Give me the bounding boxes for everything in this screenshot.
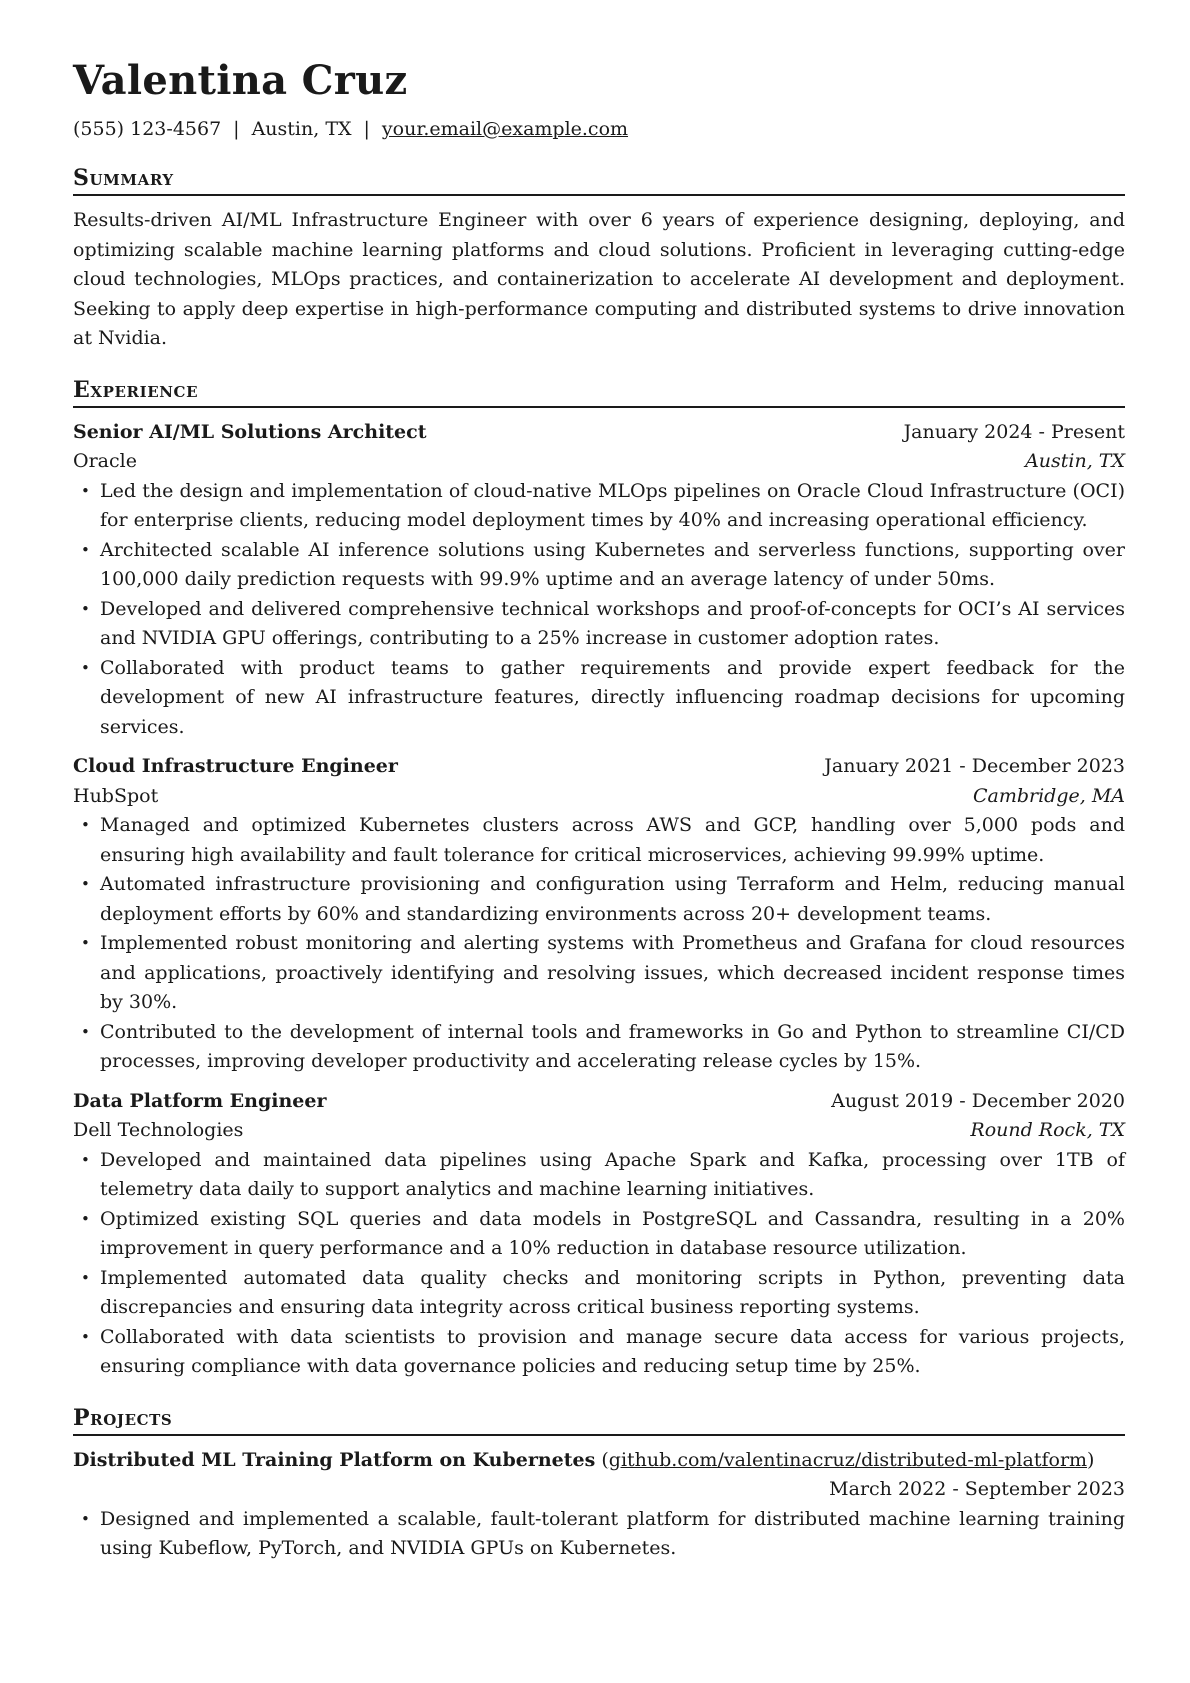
contact-separator: | bbox=[363, 118, 370, 140]
bullet-text: Developed and delivered comprehensive technical workshops and proof-of-concepts for OCI’s AI services and NVIDIA GPU offerings, contributing to a 25% increase in customer adoption rates. bbox=[100, 597, 1125, 649]
bullet-dot-icon: • bbox=[81, 599, 90, 618]
job-entry bbox=[73, 1087, 1125, 1382]
bullet-item bbox=[73, 1264, 1125, 1323]
experience-list bbox=[73, 418, 1125, 1382]
bullet-dot-icon: • bbox=[81, 1022, 90, 1041]
company-name: Dell Technologies bbox=[73, 1119, 244, 1141]
bullet-list bbox=[73, 477, 1125, 743]
bullet-dot-icon: • bbox=[81, 1209, 90, 1228]
job-title-row bbox=[73, 418, 1125, 448]
bullet-dot-icon: • bbox=[81, 875, 90, 893]
bullet-text: Contributed to the development of internal tools and frameworks in Go and Python to streamline CI/CD processes, improving developer productivity and accelerating release cycles by 15%. bbox=[100, 1020, 1125, 1072]
bullet-text: Implemented robust monitoring and alerting systems with Prometheus and Grafana for cloud resources and applications, proactively identifying and resolving issues, which decreased incident response times by 30%. bbox=[100, 932, 1125, 1013]
contact-line bbox=[73, 116, 1125, 142]
bullet-text: Optimized existing SQL queries and data models in PostgreSQL and Cassandra, resulting in a 20% improvement in query performance and a 10% reduction in database resource utilization. bbox=[100, 1207, 1125, 1259]
bullet-text: Collaborated with product teams to gather requirements and provide expert feedback for the development of new AI infrastructure features, directly influencing roadmap decisions for upcoming services. bbox=[100, 656, 1125, 738]
project-link[interactable]: github.com/valentinacruz/distributed-ml-platform bbox=[608, 1448, 1088, 1471]
bullet-item bbox=[73, 811, 1125, 870]
project-link-open: ( bbox=[595, 1448, 609, 1471]
job-dates: August 2019 - December 2020 bbox=[831, 1089, 1125, 1112]
bullet-dot-icon: • bbox=[81, 1509, 90, 1528]
job-title: Data Platform Engineer bbox=[73, 1089, 327, 1112]
bullet-dot-icon: • bbox=[81, 1150, 90, 1169]
job-dates: January 2021 - December 2023 bbox=[824, 755, 1125, 777]
project-title: Distributed ML Training Platform on Kubernetes bbox=[73, 1448, 596, 1471]
bullet-dot-icon: • bbox=[81, 1327, 90, 1346]
bullet-item bbox=[73, 595, 1125, 654]
bullet-list bbox=[73, 1505, 1125, 1564]
project-link-close: ) bbox=[1087, 1448, 1095, 1471]
job-entry bbox=[73, 752, 1125, 1077]
job-location: Round Rock, TX bbox=[970, 1119, 1125, 1141]
bullet-item bbox=[73, 1323, 1125, 1382]
bullet-text: Developed and maintained data pipelines using Apache Spark and Kafka, processing over 1TB of telemetry data daily to support analytics and machine learning initiatives. bbox=[100, 1148, 1125, 1200]
bullet-item bbox=[73, 1018, 1125, 1077]
bullet-dot-icon: • bbox=[81, 540, 90, 559]
bullet-item bbox=[73, 654, 1125, 743]
bullet-dot-icon: • bbox=[81, 1268, 90, 1287]
bullet-item bbox=[73, 536, 1125, 595]
company-name: Oracle bbox=[73, 450, 137, 472]
summary-heading: Summary bbox=[73, 164, 1125, 196]
bullet-text: Led the design and implementation of cloud-native MLOps pipelines on Oracle Cloud Infrastructure (OCI) for enterprise clients, reducing model deployment times by 40% and increasing operational efficiency. bbox=[100, 479, 1125, 531]
job-location: Austin, TX bbox=[1025, 450, 1125, 472]
phone-number: (555) 123-4567 bbox=[73, 118, 222, 140]
bullet-list bbox=[73, 1146, 1125, 1382]
job-company-row bbox=[73, 447, 1125, 477]
job-company-row bbox=[73, 782, 1125, 812]
project-dates: March 2022 - September 2023 bbox=[829, 1478, 1125, 1500]
bullet-dot-icon: • bbox=[81, 934, 90, 952]
bullet-item bbox=[73, 1505, 1125, 1564]
job-location: Cambridge, MA bbox=[972, 784, 1125, 807]
job-dates: January 2024 - Present bbox=[903, 420, 1125, 443]
bullet-item bbox=[73, 929, 1125, 1018]
projects-heading: Projects bbox=[73, 1404, 1125, 1436]
bullet-text: Implemented automated data quality checks and monitoring scripts in Python, preventing data discrepancies and ensuring data integrity across critical business reporting systems. bbox=[100, 1266, 1125, 1318]
bullet-item bbox=[73, 477, 1125, 536]
bullet-dot-icon: • bbox=[81, 481, 90, 500]
bullet-text: Automated infrastructure provisioning and configuration using Terraform and Helm, reducing manual deployment efforts by 60% and standardizing environments across 20+ development teams. bbox=[100, 873, 1125, 925]
job-title-row bbox=[73, 1087, 1125, 1117]
project-title-line bbox=[73, 1446, 1125, 1476]
company-name: HubSpot bbox=[73, 784, 159, 807]
bullet-text: Designed and implemented a scalable, fault-tolerant platform for distributed machine learning training using Kubeflow, PyTorch, and NVIDIA GPUs on Kubernetes. bbox=[100, 1507, 1125, 1559]
summary-text: Results-driven AI/ML Infrastructure Engineer with over 6 years of experience designing, deploying, and optimizing scalable machine learning platforms and cloud solutions. Proficient in leveraging cutting-edge cloud technologies, MLOps practices, and containerization to accelerate AI development and deployment. Seeking to apply deep expertise in high-performance computing and distributed systems to drive innovation at Nvidia. bbox=[73, 209, 1125, 349]
experience-heading: Experience bbox=[73, 376, 1125, 408]
job-title: Senior AI/ML Solutions Architect bbox=[73, 420, 427, 443]
job-company-row bbox=[73, 1116, 1125, 1146]
bullet-text: Architected scalable AI inference solutions using Kubernetes and serverless functions, supporting over 100,000 daily prediction requests with 99.9% uptime and an average latency of under 50ms. bbox=[100, 538, 1125, 590]
bullet-item bbox=[73, 1146, 1125, 1205]
job-title: Cloud Infrastructure Engineer bbox=[73, 755, 398, 777]
bullet-item bbox=[73, 870, 1125, 929]
bullet-dot-icon: • bbox=[81, 816, 90, 834]
candidate-name: Valentina Cruz bbox=[73, 57, 408, 104]
projects-list bbox=[73, 1446, 1125, 1564]
bullet-text: Managed and optimized Kubernetes clusters across AWS and GCP, handling over 5,000 pods and ensuring high availability and fault tolerance for critical microservices, achieving 99.99% uptime. bbox=[100, 814, 1125, 866]
job-entry bbox=[73, 418, 1125, 743]
job-title-row bbox=[73, 752, 1125, 782]
project-entry bbox=[73, 1446, 1125, 1564]
location-text: Austin, TX bbox=[251, 118, 352, 140]
resume-content bbox=[73, 58, 1125, 1564]
bullet-item bbox=[73, 1205, 1125, 1264]
contact-separator: | bbox=[233, 118, 240, 140]
bullet-dot-icon: • bbox=[81, 658, 90, 677]
bullet-list bbox=[73, 811, 1125, 1077]
email-link[interactable]: your.email@example.com bbox=[381, 118, 629, 140]
bullet-text: Collaborated with data scientists to provision and manage secure data access for various projects, ensuring compliance with data governance policies and reducing setup time by 25%. bbox=[100, 1325, 1125, 1377]
